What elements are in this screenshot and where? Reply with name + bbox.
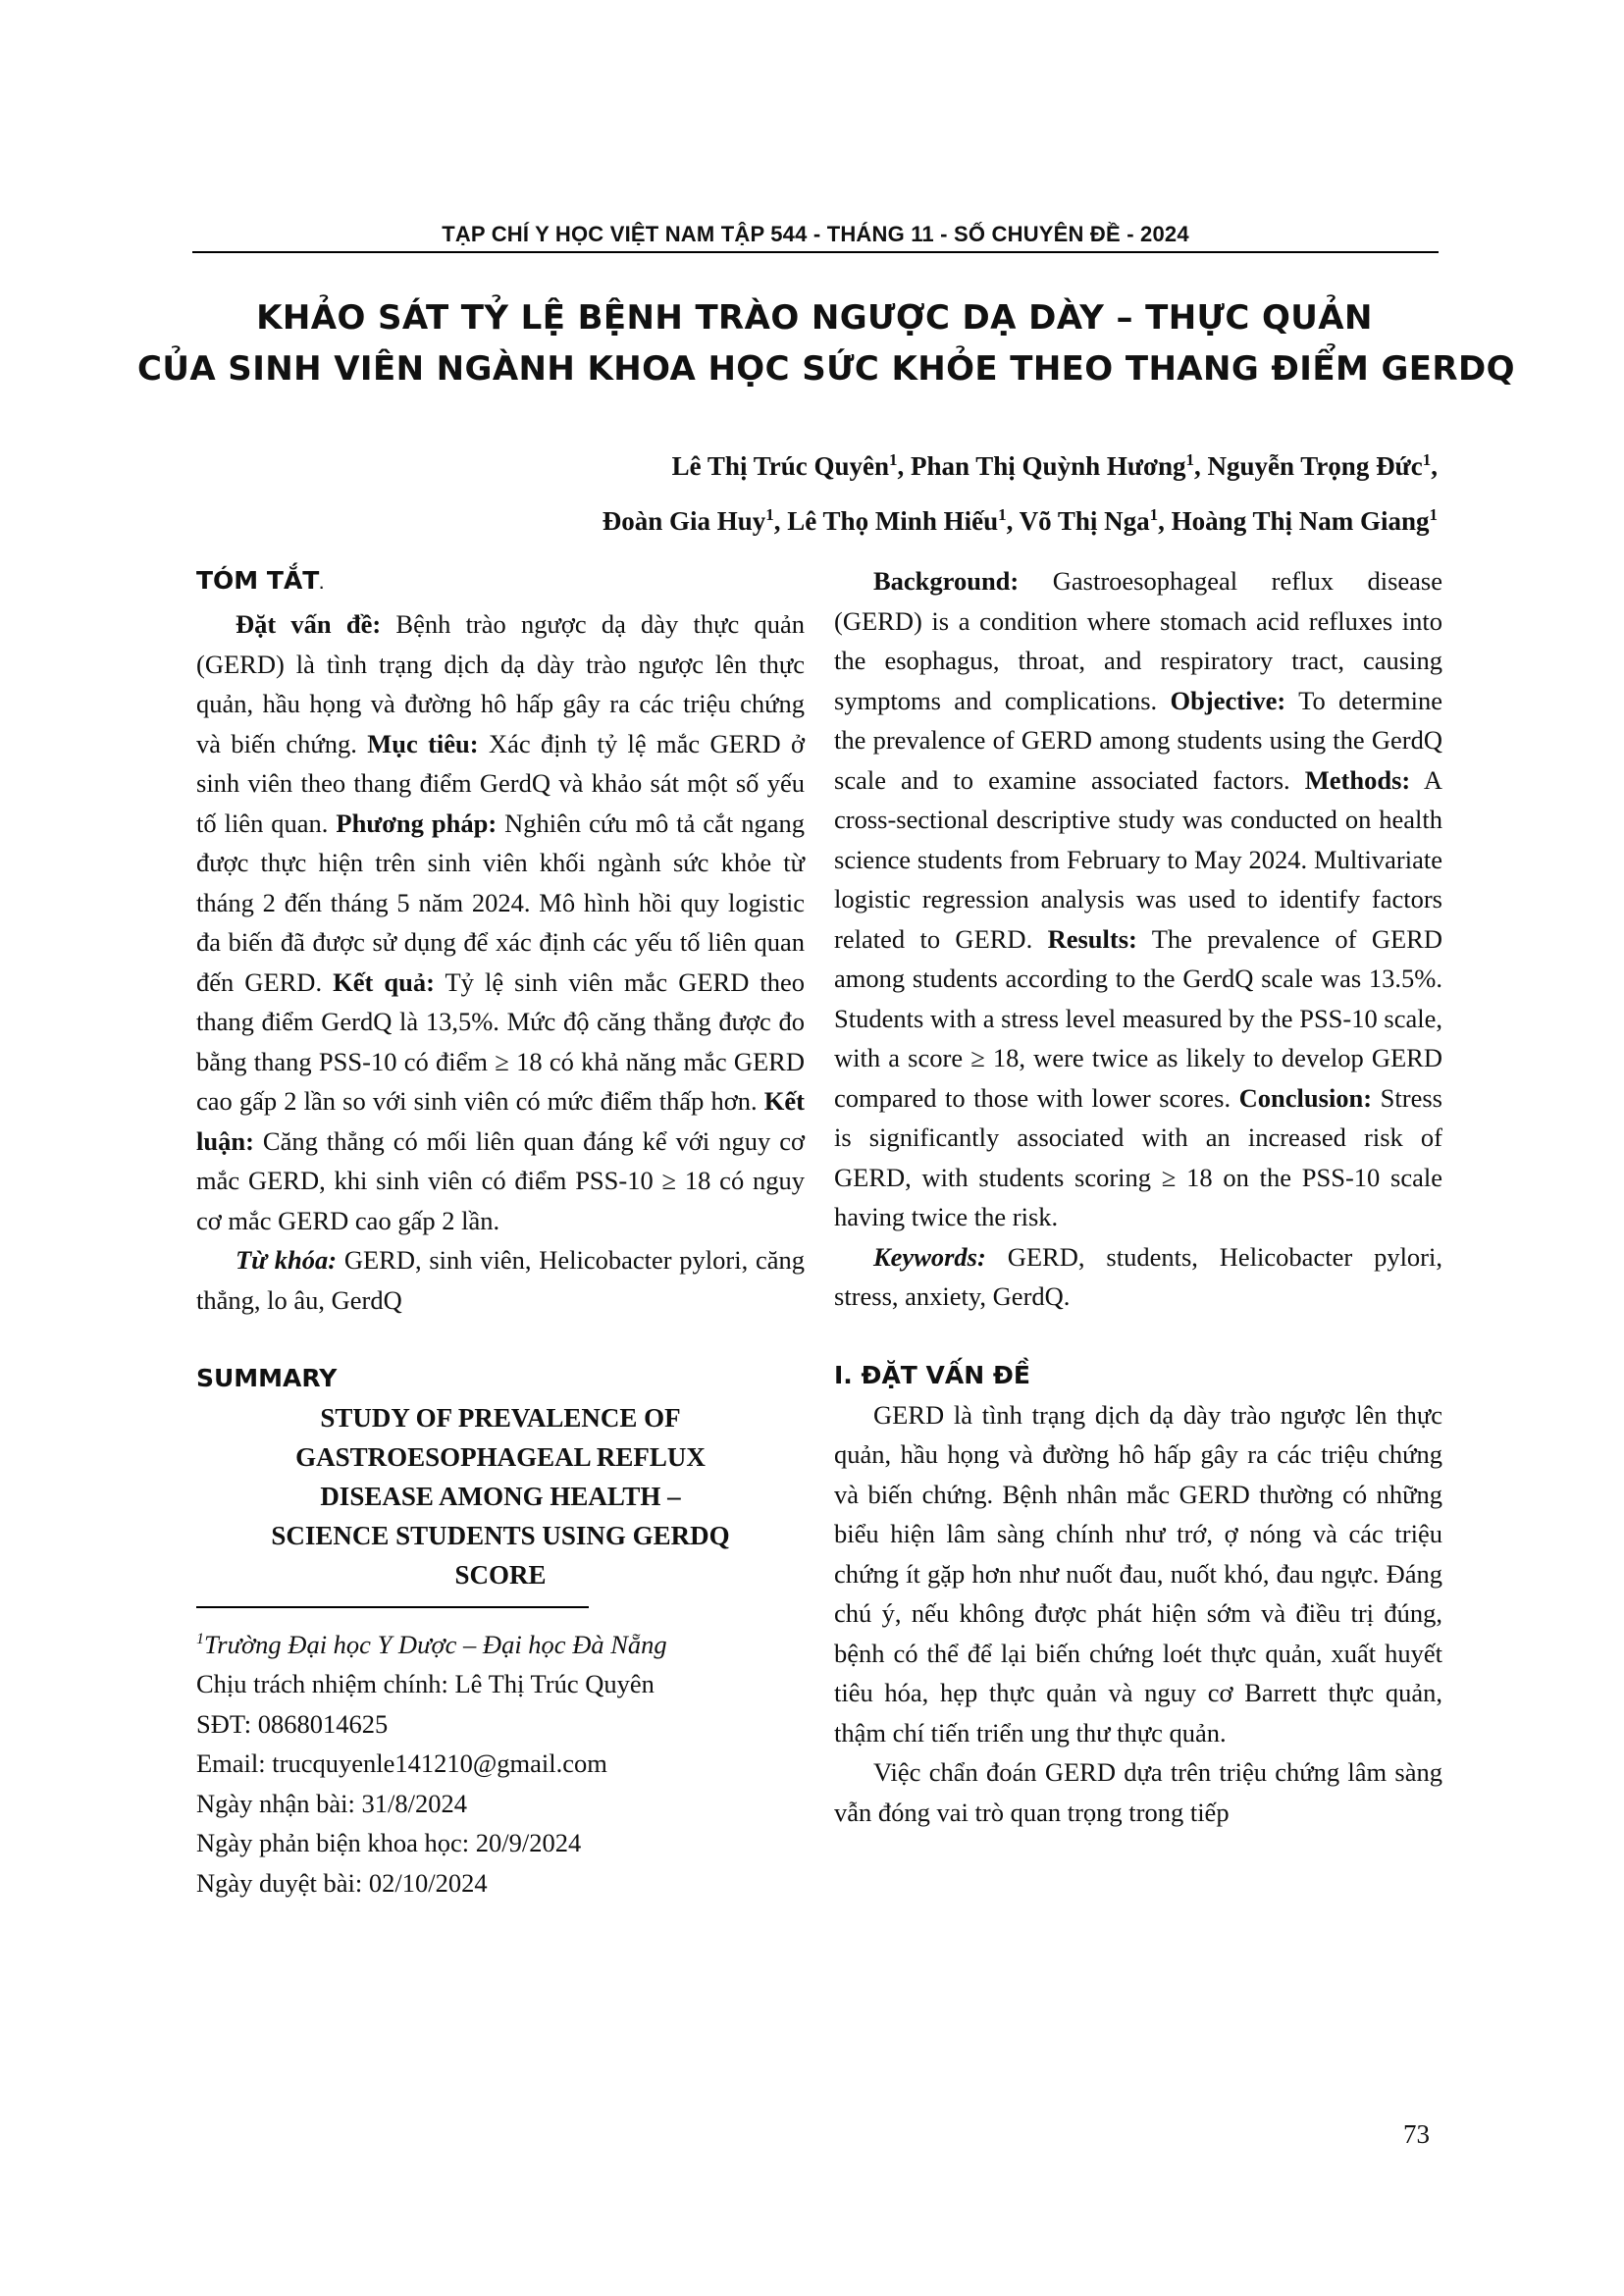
right-column — [834, 561, 1442, 1832]
footnote-received: Ngày nhận bài: 31/8/2024 — [196, 1788, 467, 1818]
intro-paragraph-2: Việc chẩn đoán GERD dựa trên triệu chứng lâm sàng vẫn đóng vai trò quan trọng trong tiếp — [834, 1757, 1442, 1827]
keywords-vi: Từ khóa: GERD, sinh viên, Helicobacter pylori, căng thẳng, lo âu, GerdQ — [196, 1245, 805, 1315]
footnote-rule — [196, 1606, 589, 1608]
footnote-reviewed: Ngày phản biện khoa học: 20/9/2024 — [196, 1828, 582, 1858]
author-name: Phan Thị Quỳnh Hương — [910, 451, 1186, 481]
author-line-1: Lê Thị Trúc Quyên$^1$, Phan Thị Quỳnh Hương$^1$, Nguyễn Trọng Đức$^1$, — [671, 450, 1438, 481]
article-title — [137, 292, 1515, 394]
abstract-vi-heading: TÓM TẮT. — [196, 566, 324, 595]
abstract-vi-body: Đặt vấn đề: Bệnh trào ngược dạ dày thực quản (GERD) là tình trạng dịch dạ dày trào ngược lên thực quản, hầu họng và đường hô hấp gây ra các triệu chứng và biến chứng. Mục tiêu: Xác định tỷ lệ mắc GERD ở sinh viên theo thang điểm GerdQ và khảo sát một số yếu tố liên quan. Phương pháp: Nghiên cứu mô tả cắt ngang được thực hiện trên sinh viên khối ngành sức khỏe từ tháng 2 đến tháng 5 năm 2024. Mô hình hồi quy logistic đa biến đã được sử dụng để xác định các yếu tố liên quan đến GERD. Kết quả: Tỷ lệ sinh viên mắc GERD theo thang điểm GerdQ là 13,5%. Mức độ căng thẳng được đo bằng thang PSS-10 có điểm ≥ 18 có khả năng mắc GERD cao gấp 2 lần so với sinh viên có mức điểm thấp hơn. Kết luận: Căng thẳng có mối liên quan đáng kể với nguy cơ mắc GERD, khi sinh viên có điểm PSS-10 ≥ 18 có nguy cơ mắc GERD cao gấp 2 lần. — [196, 609, 806, 1235]
abstract-en-body: Background: Gastroesophageal reflux disease (GERD) is a condition where stomach acid refluxes into the esophagus, throat, and respiratory tract, causing symptoms and complications. Objective: To determine the prevalence of GERD among students using the GerdQ scale and to examine associated factors. Methods: A cross-sectional descriptive study was conducted on health science students from February to May 2024. Multivariate logistic regression analysis was used to identify factors related to GERD. Results: The prevalence of GERD among students according to the GerdQ scale was 13.5%. Students with a stress level measured by the PSS-10 scale, with a score ≥ 18, were twice as likely to develop GERD compared to those with lower scores. Conclusion: Stress is significantly associated with an increased risk of GERD, with students scoring ≥ 18 on the PSS-10 scale having twice the risk. — [834, 566, 1442, 1231]
summary-heading: SUMMARY — [196, 1364, 338, 1392]
affiliation-mark: 1 — [765, 505, 774, 524]
header-rule — [192, 251, 1439, 253]
running-header: TẠP CHÍ Y HỌC VIỆT NAM TẬP 544 - THÁNG 11 - SỐ CHUYÊN ĐỀ - 2024 — [442, 222, 1189, 246]
affiliation-mark: 1 — [888, 450, 898, 469]
summary-title: STUDY OF PREVALENCE OF GASTROESOPHAGEAL REFLUX DISEASE AMONG HEALTH – SCIENCE STUDENTS USING GERDQ SCORE — [271, 1403, 730, 1590]
left-column — [196, 561, 805, 1903]
page-number: 73 — [1403, 2119, 1430, 2149]
footnote-email: Email: trucquyenle141210@gmail.com — [196, 1748, 607, 1779]
author-name: Võ Thị Nga — [1019, 506, 1150, 536]
affiliation-mark: 1 — [998, 505, 1007, 524]
author-line-2: Đoàn Gia Huy$^1$, Lê Thọ Minh Hiếu$^1$, Võ Thị Nga$^1$, Hoàng Thị Nam Giang$^1$ — [602, 505, 1438, 536]
footnote-phone: SĐT: 0868014625 — [196, 1708, 389, 1739]
footnote-corresponding: Chịu trách nhiệm chính: Lê Thị Trúc Quyên — [196, 1669, 655, 1699]
title-line-1: KHẢO SÁT TỶ LỆ BỆNH TRÀO NGƯỢC DẠ DÀY – THỰC QUẢN — [256, 298, 1373, 338]
footnote-affiliation: $^1$Trường Đại học Y Dược – Đại học Đà Nẵng — [196, 1629, 667, 1659]
author-name: Hoàng Thị Nam Giang — [1171, 506, 1430, 536]
author-name: Lê Thị Trúc Quyên — [671, 451, 889, 481]
author-name: Nguyễn Trọng Đức — [1207, 451, 1423, 481]
author-name: Lê Thọ Minh Hiếu — [787, 506, 999, 536]
footnote-accepted: Ngày duyệt bài: 02/10/2024 — [196, 1867, 488, 1898]
affiliation-mark: 1 — [1429, 505, 1438, 524]
title-line-2: CỦA SINH VIÊN NGÀNH KHOA HỌC SỨC KHỎE THEO THANG ĐIỂM GERDQ — [137, 349, 1515, 389]
keywords-en: Keywords: GERD, students, Helicobacter pylori, stress, anxiety, GerdQ. — [834, 1241, 1442, 1311]
intro-paragraph-1: GERD là tình trạng dịch dạ dày trào ngược lên thực quản, hầu họng và đường hô hấp gây ra các triệu chứng và biến chứng. Bệnh nhân mắc GERD thường có những biểu hiện lâm sàng chính như trớ, ợ nóng và các triệu chứng ít gặp hơn như nuốt đau, nuốt khó, đau ngực. Đáng chú ý, nếu không được phát hiện sớm và điều trị đúng, bệnh có thể để lại biến chứng loét thực quản, xuất huyết tiêu hóa, hẹp thực quản và nguy cơ Barrett thực quản, thậm chí tiến triển ung thư thực quản. — [834, 1399, 1442, 1748]
section-heading-intro: I. ĐẶT VẤN ĐỀ — [834, 1360, 1030, 1389]
affiliation-mark: 1 — [1422, 450, 1432, 469]
affiliation-mark: 1 — [1185, 450, 1195, 469]
author-list — [602, 436, 1438, 546]
author-name: Đoàn Gia Huy — [602, 506, 766, 536]
affiliation-mark: 1 — [1149, 505, 1159, 524]
